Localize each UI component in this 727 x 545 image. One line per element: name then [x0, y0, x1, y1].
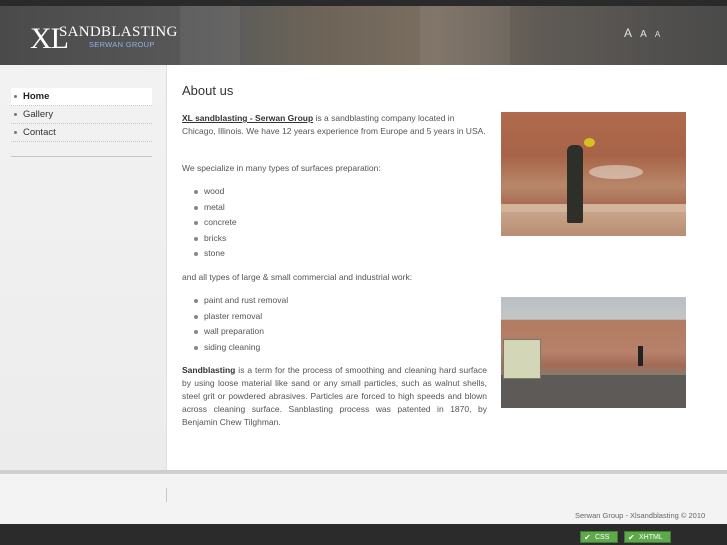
sandblasting-worker-photo: [501, 112, 686, 236]
definition-paragraph: [182, 364, 487, 429]
definition-text: is a term for the process of smoothing and cleaning hard surface by using loose material like sand or any small particles, such as walnut shells, steel grit or powdered abrasives. Particles are forced to high speeds and blown across cleaning surface. Sanblasting process was patented in 1870, by Benjamin Chew Tilghman.: [182, 365, 487, 427]
photo-ledge: [501, 204, 686, 212]
list-item: siding cleaning: [194, 342, 288, 358]
photo-hard-hat: [584, 138, 595, 147]
work-intro-text: and all types of large & small commercial and industrial work:: [182, 272, 413, 282]
logo-xl: XL: [30, 22, 68, 55]
list-item: wood: [194, 186, 237, 202]
site-header: [0, 6, 727, 65]
font-size-large-button[interactable]: A: [624, 26, 633, 40]
xhtml-valid-badge[interactable]: ✔ XHTML: [624, 531, 671, 543]
list-item: paint and rust removal: [194, 295, 288, 311]
logo-group: SERWAN GROUP: [89, 40, 155, 49]
building-wall-photo: [501, 297, 686, 408]
list-item: concrete: [194, 217, 237, 233]
footer-separator: [166, 488, 167, 502]
font-size-controls: [624, 26, 665, 40]
photo-floor: [501, 212, 686, 236]
font-size-medium-button[interactable]: A: [640, 29, 647, 40]
list-item: plaster removal: [194, 311, 288, 327]
definition-term: Sandblasting: [182, 365, 236, 375]
header-photo-strip: [420, 6, 510, 65]
list-item: metal: [194, 202, 237, 218]
intro-paragraph: [182, 112, 487, 138]
copyright: Serwan Group - Xlsandblasting © 2010: [575, 511, 706, 520]
photo-person: [638, 346, 643, 366]
font-size-small-button[interactable]: A: [654, 30, 661, 39]
main-area: [0, 65, 727, 470]
photo-ground: [501, 375, 686, 408]
photo-worker: [567, 145, 583, 223]
nav-item-contact[interactable]: Contact: [11, 124, 152, 142]
work-types-list: [194, 295, 288, 357]
specialize-text: We specialize in many types of surfaces preparation:: [182, 163, 381, 173]
photo-compressor: [503, 339, 541, 379]
list-item: bricks: [194, 233, 237, 249]
logo-name: SANDBLASTING: [59, 24, 178, 40]
nav-divider: [11, 156, 152, 157]
surfaces-list: [194, 186, 237, 264]
sidebar-nav: [11, 88, 152, 142]
page-title: About us: [182, 83, 234, 98]
nav-item-home[interactable]: Home: [11, 88, 152, 106]
sidebar: [0, 65, 167, 470]
photo-spray: [589, 165, 643, 179]
nav-item-gallery[interactable]: Gallery: [11, 106, 152, 124]
header-photo-strip: [180, 6, 240, 65]
company-link[interactable]: XL sandblasting - Serwan Group: [182, 113, 314, 123]
intro-text: is a sandblasting company located in Chicago, Illinois. We have 12 years experience from Europe and 5 years in USA.: [182, 113, 486, 136]
list-item: wall preparation: [194, 326, 288, 342]
list-item: stone: [194, 248, 237, 264]
css-valid-badge[interactable]: ✔ CSS: [580, 531, 618, 543]
